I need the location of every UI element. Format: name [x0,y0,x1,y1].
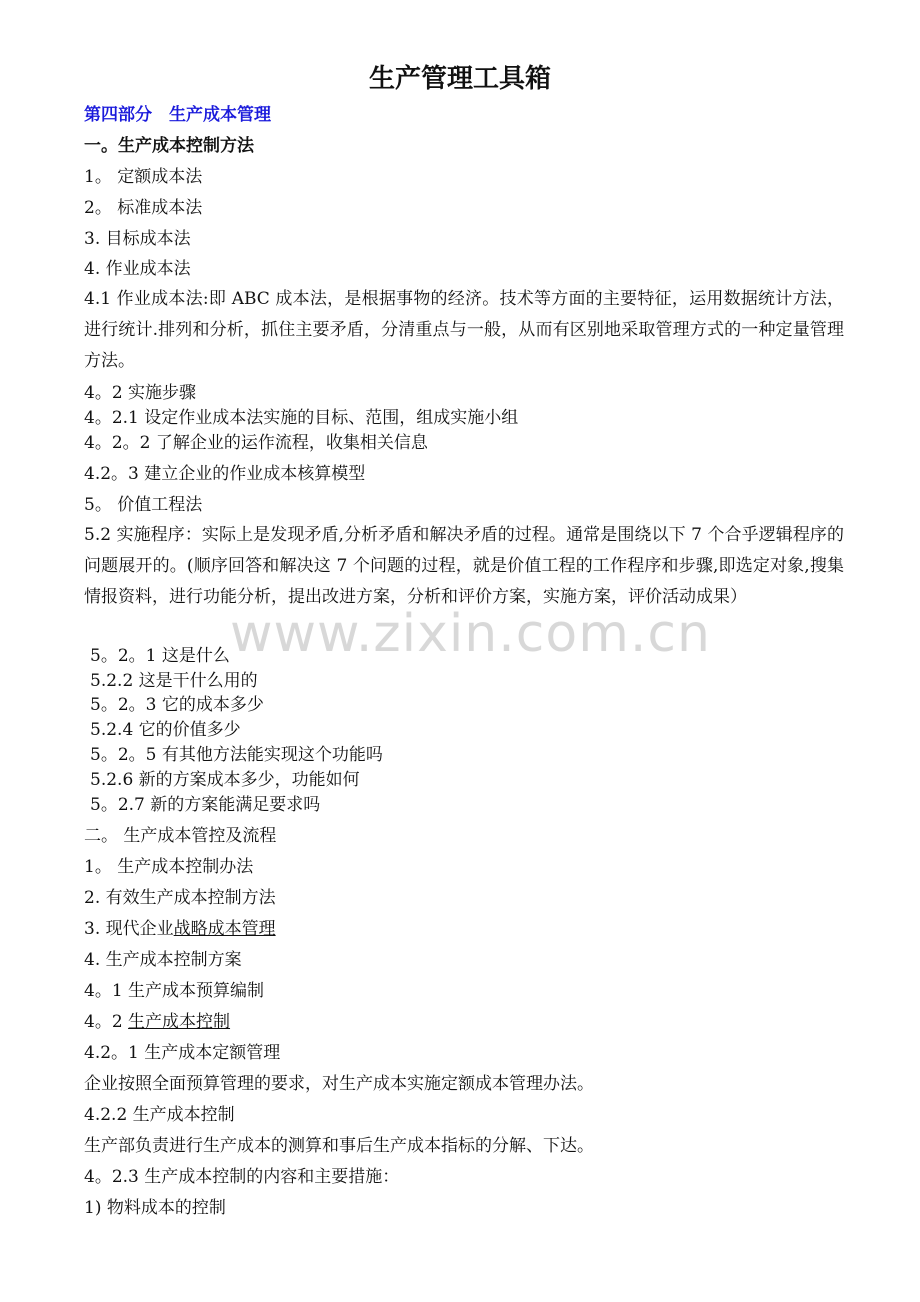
control-item: 4.2。1 生产成本定额管理 [84,1043,281,1063]
control-item: 4。2.3 生产成本控制的内容和主要措施： [84,1167,400,1187]
question-item: 5.2.4 它的价值多少 [90,720,241,740]
question-item: 5。2。1 这是什么 [90,646,230,666]
watermark: www.zixin.com.cn [230,604,711,664]
control-item: 1。 生产成本控制办法 [84,857,254,877]
paragraph-abc-cost: 4.1 作业成本法:即 ABC 成本法，是根据事物的经济。技术等方面的主要特征，运用数据统计方法，进行统计.排列和分析，抓住主要矛盾，分清重点与一般，从而有区别地采取管理方式的一种定量管理方法。 [84,289,844,371]
method-item: 5。 价值工程法 [84,495,203,515]
section-heading-2: 二。 生产成本管控及流程 [84,826,277,846]
step-heading: 4。2 实施步骤 [84,383,197,403]
section-heading-1: 一。生产成本控制方法 [84,136,254,156]
control-item [84,918,276,940]
question-item: 5。2.7 新的方案能满足要求吗 [90,795,321,815]
step-item: 4。2。2 了解企业的运作流程，收集相关信息 [84,433,428,453]
control-item: 4. 生产成本控制方案 [84,950,242,970]
method-item: 4. 作业成本法 [84,259,191,279]
step-item: 4。2.1 设定作业成本法实施的目标、范围，组成实施小组 [84,408,519,428]
method-item: 1。 定额成本法 [84,167,203,187]
method-item: 2。 标准成本法 [84,198,203,218]
body-text: 生产部负责进行生产成本的测算和事后生产成本指标的分解、下达。 [84,1136,594,1156]
document-title: 生产管理工具箱 [368,64,551,94]
production-cost-control-link[interactable]: 生产成本控制 [128,1012,231,1032]
part-heading: 第四部分 生产成本管理 [84,105,271,125]
step-item: 4.2。3 建立企业的作业成本核算模型 [84,464,366,484]
question-item: 5。2。3 它的成本多少 [90,695,264,715]
paragraph-value-engineering: 5.2 实施程序：实际上是发现矛盾,分析矛盾和解决矛盾的过程。通常是围绕以下 7 个合乎逻辑程序的问题展开的。(顺序回答和解决这 7 个问题的过程，就是价值工程的工作程序和步骤,即选定对象,搜集情报资料，进行功能分析，提出改进方案，分析和评价方案，实施方案，评价活动成果） [84,525,844,607]
question-item: 5.2.6 新的方案成本多少，功能如何 [90,770,360,790]
control-item: 4.2.2 生产成本控制 [84,1105,235,1125]
list-item: 1) 物料成本的控制 [84,1198,226,1218]
control-item: 2. 有效生产成本控制方法 [84,888,276,908]
method-item: 3. 目标成本法 [84,229,191,249]
control-item-prefix: 4。2 [84,1012,129,1032]
question-item: 5.2.2 这是干什么用的 [90,671,258,691]
body-text: 企业按照全面预算管理的要求，对生产成本实施定额成本管理办法。 [84,1074,594,1094]
control-item: 4。1 生产成本预算编制 [84,981,265,1001]
question-item: 5。2。5 有其他方法能实现这个功能吗 [90,745,383,765]
control-item-prefix: 3. 现代企业 [84,919,174,939]
control-item [84,1011,230,1033]
strategic-cost-link[interactable]: 战略成本管理 [173,919,276,939]
